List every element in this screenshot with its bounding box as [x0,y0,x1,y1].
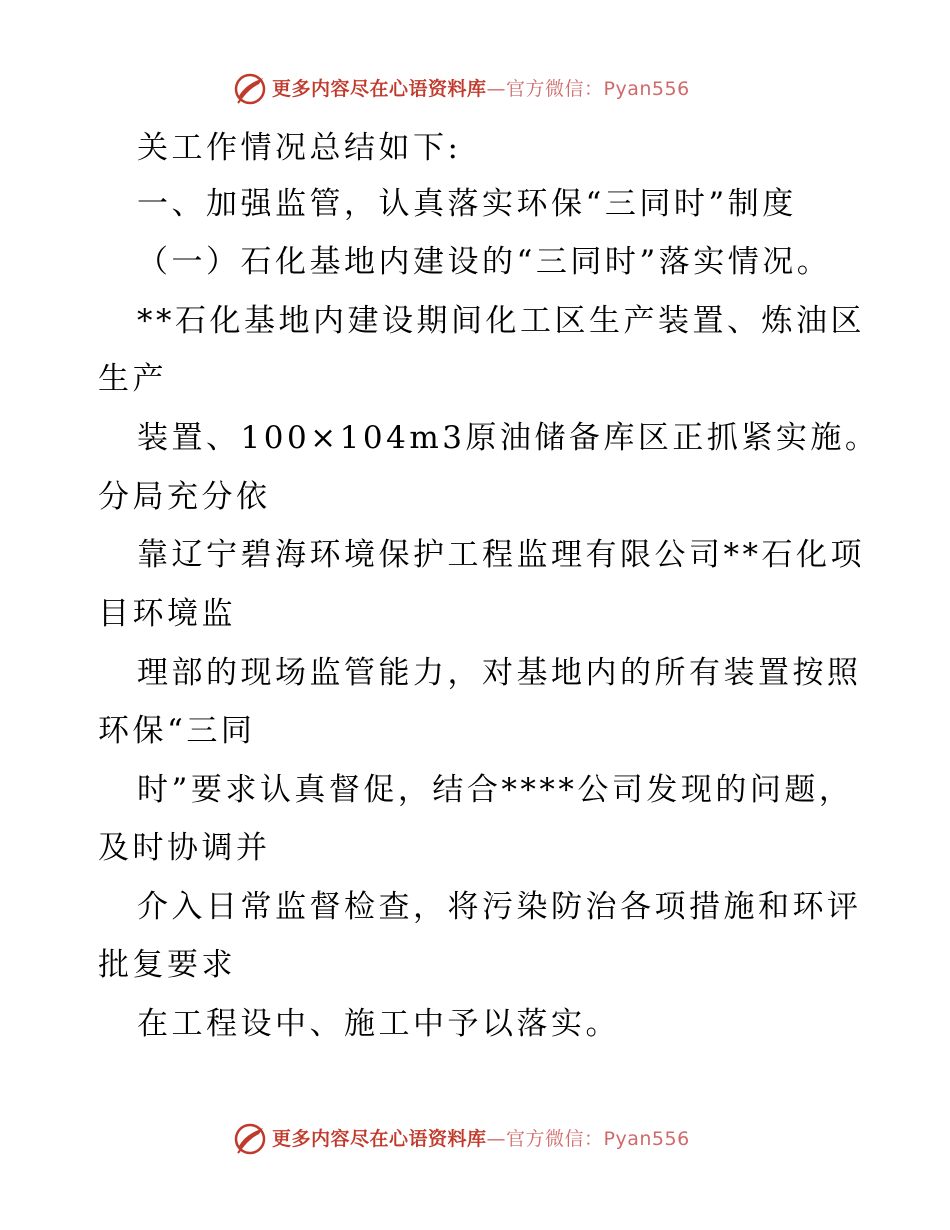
banner-dash: — [486,1128,507,1150]
text-line: **石化基地内建设期间化工区生产装置、炼油区 [137,303,865,339]
text-line: 装置、100×104m3原油储备库区正抓紧实施。 [137,420,880,456]
banner-title: 更多内容尽在心语资料库 [272,1128,487,1150]
banner-label: 官方微信： [506,78,604,100]
text-line: 及时协调并 [98,830,271,866]
text-line: 介入日常监督检查，将污染防治各项措施和环评 [137,889,862,925]
text-line: 在工程设中、施工中予以落实。 [137,1006,620,1042]
text-line: 目环境监 [98,596,236,632]
text-line: 批复要求 [98,947,236,983]
text-line: 环保“三同 [98,713,256,749]
footer-banner [0,1120,950,1160]
banner-dash: — [486,78,507,100]
banner-label: 官方微信： [506,1128,604,1150]
banner-account: Pyan556 [603,1128,690,1150]
banner-account: Pyan556 [603,78,690,100]
text-line: 理部的现场监管能力，对基地内的所有装置按照 [137,655,862,691]
banner-text [272,1128,690,1150]
text-line: 关工作情况总结如下: [137,130,462,166]
text-line: 时”要求认真督促，结合****公司发现的问题， [137,772,854,808]
text-line: 分局充分依 [98,479,271,515]
text-line: 生产 [98,361,167,397]
text-line: 一、加强监管，认真落实环保“三同时”制度 [137,186,797,222]
pen-logo-icon [233,1122,267,1156]
text-line: （一）石化基地内建设的“三同时”落实情况。 [137,244,832,280]
banner-title: 更多内容尽在心语资料库 [272,78,487,100]
text-line: 靠辽宁碧海环境保护工程监理有限公司**石化项 [137,537,865,573]
